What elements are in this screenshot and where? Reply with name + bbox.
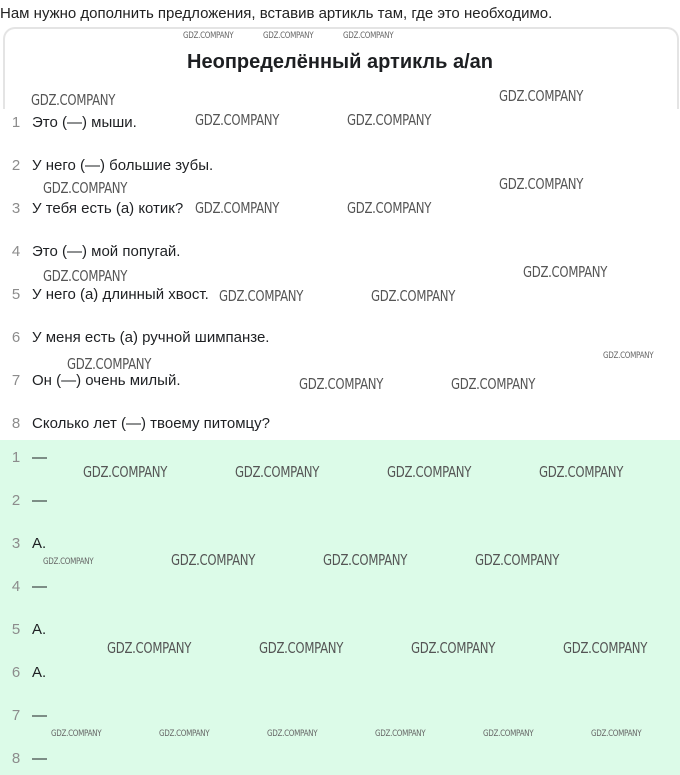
question-text: Сколько лет (—) твоему питомцу? [32, 414, 270, 432]
question-row [0, 111, 137, 133]
answer-row [0, 704, 47, 726]
question-text: У него (—) большие зубы. [32, 156, 214, 174]
watermark: GDZ.COMPANY [267, 729, 318, 739]
watermark: GDZ.COMPANY [263, 31, 314, 41]
question-number: 1 [11, 113, 21, 131]
watermark: GDZ.COMPANY [411, 639, 496, 657]
watermark: GDZ.COMPANY [499, 87, 584, 105]
answer-row [0, 747, 47, 769]
question-number: 5 [11, 285, 21, 303]
watermark: GDZ.COMPANY [371, 287, 456, 305]
answer-text: — [32, 448, 47, 466]
answer-row [0, 661, 46, 683]
watermark: GDZ.COMPANY [483, 729, 534, 739]
answer-number: 8 [11, 749, 21, 767]
answer-row [0, 446, 47, 468]
question-text: Это (—) мой попугай. [32, 242, 181, 260]
question-text: Он (—) очень милый. [32, 371, 181, 389]
answer-row [0, 618, 46, 640]
answer-number: 4 [11, 577, 21, 595]
watermark: GDZ.COMPANY [591, 729, 642, 739]
page-title: Неопределённый артикль a/an [187, 51, 493, 73]
watermark: GDZ.COMPANY [107, 639, 192, 657]
watermark: GDZ.COMPANY [195, 111, 280, 129]
watermark: GDZ.COMPANY [43, 267, 128, 285]
watermark: GDZ.COMPANY [43, 557, 94, 567]
watermark: GDZ.COMPANY [387, 463, 472, 481]
question-number: 8 [11, 414, 21, 432]
watermark: GDZ.COMPANY [347, 111, 432, 129]
answer-number: 6 [11, 663, 21, 681]
watermark: GDZ.COMPANY [603, 351, 654, 361]
instruction-text: Нам нужно дополнить предложения, вставив артикль там, где это необходимо. [0, 5, 553, 22]
watermark: GDZ.COMPANY [563, 639, 648, 657]
answer-row [0, 532, 46, 554]
watermark: GDZ.COMPANY [347, 199, 432, 217]
question-row [0, 326, 269, 348]
answer-text: А. [32, 663, 47, 681]
question-row [0, 154, 213, 176]
question-text: У него (а) длинный хвост. [32, 285, 209, 303]
watermark: GDZ.COMPANY [235, 463, 320, 481]
question-text: У тебя есть (а) котик? [32, 199, 184, 217]
answer-text: — [32, 577, 47, 595]
question-row [0, 412, 270, 434]
watermark: GDZ.COMPANY [323, 551, 408, 569]
answer-text: — [32, 706, 47, 724]
answer-row [0, 575, 47, 597]
watermark: GDZ.COMPANY [171, 551, 256, 569]
question-row [0, 240, 180, 262]
answer-row [0, 489, 47, 511]
question-number: 6 [11, 328, 21, 346]
watermark: GDZ.COMPANY [523, 263, 608, 281]
watermark: GDZ.COMPANY [299, 375, 384, 393]
watermark: GDZ.COMPANY [499, 175, 584, 193]
watermark: GDZ.COMPANY [31, 91, 116, 109]
watermark: GDZ.COMPANY [375, 729, 426, 739]
answer-number: 5 [11, 620, 21, 638]
answer-text: — [32, 491, 47, 509]
answer-text: А. [32, 534, 47, 552]
watermark: GDZ.COMPANY [51, 729, 102, 739]
watermark: GDZ.COMPANY [343, 31, 394, 41]
watermark: GDZ.COMPANY [195, 199, 280, 217]
answer-text: А. [32, 620, 47, 638]
question-number: 2 [11, 156, 21, 174]
answer-number: 1 [11, 448, 21, 466]
watermark: GDZ.COMPANY [475, 551, 560, 569]
watermark: GDZ.COMPANY [451, 375, 536, 393]
question-number: 3 [11, 199, 21, 217]
answer-number: 3 [11, 534, 21, 552]
watermark: GDZ.COMPANY [183, 31, 234, 41]
watermark: GDZ.COMPANY [159, 729, 210, 739]
question-text: У меня есть (а) ручной шимпанзе. [32, 328, 270, 346]
answer-number: 7 [11, 706, 21, 724]
watermark: GDZ.COMPANY [219, 287, 304, 305]
watermark: GDZ.COMPANY [83, 463, 168, 481]
question-number: 7 [11, 371, 21, 389]
watermark: GDZ.COMPANY [67, 355, 152, 373]
watermark: GDZ.COMPANY [539, 463, 624, 481]
answer-text: — [32, 749, 47, 767]
answers-panel [0, 440, 680, 775]
watermark: GDZ.COMPANY [259, 639, 344, 657]
question-number: 4 [11, 242, 21, 260]
question-text: Это (—) мыши. [32, 113, 137, 131]
answer-number: 2 [11, 491, 21, 509]
watermark: GDZ.COMPANY [43, 179, 128, 197]
question-row [0, 197, 183, 219]
question-row [0, 283, 209, 305]
